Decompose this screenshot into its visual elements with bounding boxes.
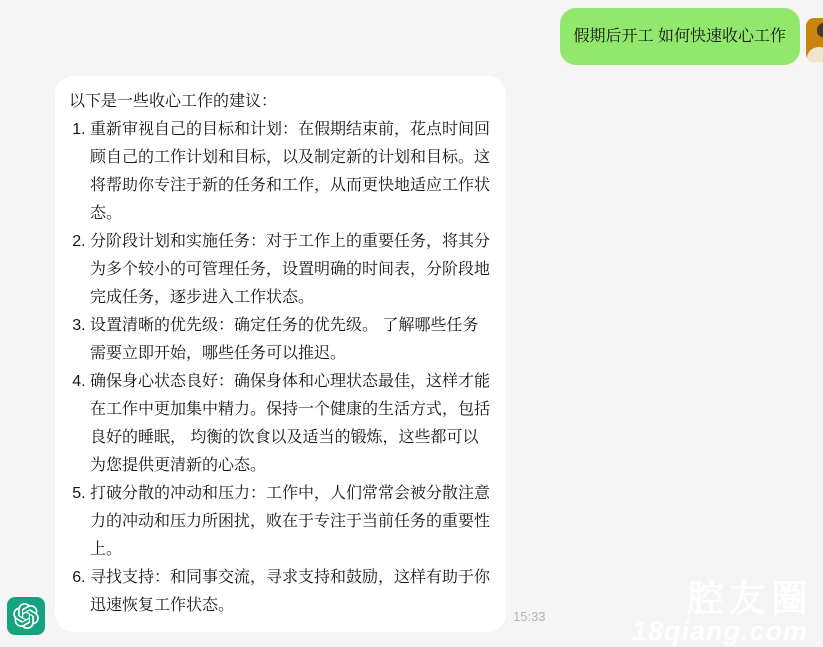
suggestion-item: 1. 重新审视自己的目标和计划：在假期结束前，花点时间回顾自己的工作计划和目标，以及制定新的计划和目标。这将帮助你专注于新的任务和工作，从而更快地适应工作状态。 [90, 116, 491, 228]
suggestion-item: 2. 分阶段计划和实施任务：对于工作上的重要任务，将其分为多个较小的可管理任务，设置明确的时间表，分阶段地完成任务，逐步进入工作状态。 [90, 228, 491, 312]
watermark [631, 578, 813, 646]
message-timestamp: 15:33 [513, 609, 546, 624]
suggestion-list [69, 116, 491, 620]
assistant-intro-text: 以下是一些收心工作的建议： [69, 93, 278, 110]
suggestion-item: 6. 寻找支持：和同事交流，寻求支持和鼓励，这样有助于你迅速恢复工作状态。 [90, 564, 491, 620]
openai-chatgpt-logo-icon [13, 603, 39, 629]
person-avatar-face [807, 47, 823, 62]
watermark-url: 18qiang.com [631, 616, 808, 646]
assistant-avatar[interactable] [7, 597, 45, 635]
user-message-text: 假期后开工 如何快速收心工作 [573, 28, 786, 45]
suggestion-item: 5. 打破分散的冲动和压力：工作中，人们常常会被分散注意力的冲动和压力所困扰，败在于专注于当前任务的重要性上。 [90, 480, 491, 564]
suggestion-item: 4. 确保身心状态良好：确保身体和心理状态最佳，这样才能在工作中更加集中精力。保持一个健康的生活方式，包括良好的睡眠， 均衡的饮食以及适当的锻炼，这些都可以为您提供更清新的心态。 [90, 368, 491, 480]
suggestion-item: 3. 设置清晰的优先级：确定任务的优先级。 了解哪些任务需要立即开始，哪些任务可以推迟。 [90, 312, 491, 368]
user-avatar[interactable] [806, 18, 823, 62]
person-avatar-icon [817, 21, 823, 38]
user-message-bubble [560, 8, 800, 65]
assistant-message-bubble [55, 76, 506, 632]
watermark-title: 腔友圈 [687, 578, 813, 619]
